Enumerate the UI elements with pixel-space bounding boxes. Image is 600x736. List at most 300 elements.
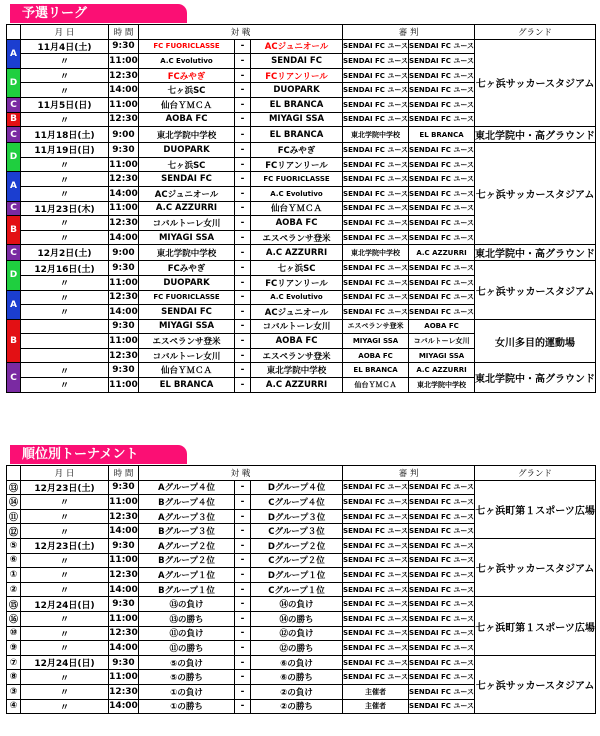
match-number: ⑨ — [7, 641, 21, 656]
referee-2: MIYAGI SSA — [409, 348, 475, 363]
ground-name: 七ヶ浜サッカースタジアム — [475, 261, 596, 319]
match-time: 9:30 — [109, 655, 139, 670]
away-team: ②の勝ち — [251, 699, 343, 714]
match-row — [7, 319, 596, 334]
match-date: 〃 — [21, 157, 109, 172]
home-team: 七ヶ浜SC — [139, 157, 235, 172]
match-number: ⑪ — [7, 509, 21, 524]
match-date: 〃 — [21, 699, 109, 714]
referee-1: SENDAI FC ユース — [343, 582, 409, 597]
away-team: FCみやぎ — [251, 143, 343, 158]
referee-2: SENDAI FC ユース — [409, 568, 475, 583]
match-time: 11:00 — [109, 553, 139, 568]
header-date: 月 日 — [21, 466, 109, 481]
referee-1: SENDAI FC ユース — [343, 216, 409, 231]
match-date: 〃 — [21, 54, 109, 69]
match-time: 9:30 — [109, 597, 139, 612]
vs-dash: - — [235, 305, 251, 320]
referee-2: SENDAI FC ユース — [409, 670, 475, 685]
home-team: Aグループ１位 — [139, 568, 235, 583]
vs-dash: - — [235, 245, 251, 261]
referee-1: SENDAI FC ユース — [343, 54, 409, 69]
away-team: Cグループ３位 — [251, 524, 343, 539]
referee-1: SENDAI FC ユース — [343, 641, 409, 656]
home-team: 七ヶ浜SC — [139, 83, 235, 98]
match-date: 11月18日(土) — [21, 127, 109, 143]
referee-1: MIYAGI SSA — [343, 334, 409, 349]
home-team: ⑪の勝ち — [139, 641, 235, 656]
referee-2: SENDAI FC ユース — [409, 626, 475, 641]
vs-dash: - — [235, 68, 251, 83]
away-team: コバルトーレ女川 — [251, 319, 343, 334]
match-time: 9:00 — [109, 245, 139, 261]
referee-2: EL BRANCA — [409, 127, 475, 143]
header-time: 時 間 — [109, 25, 139, 40]
group-label: C — [7, 97, 21, 112]
referee-2: SENDAI FC ユース — [409, 83, 475, 98]
referee-1: SENDAI FC ユース — [343, 538, 409, 553]
match-time: 14:00 — [109, 641, 139, 656]
home-team: DUOPARK — [139, 143, 235, 158]
home-team: ⑬の勝ち — [139, 611, 235, 626]
vs-dash: - — [235, 348, 251, 363]
referee-2: A.C AZZURRI — [409, 245, 475, 261]
referee-1: SENDAI FC ユース — [343, 97, 409, 112]
home-team: MIYAGI SSA — [139, 230, 235, 245]
group-label: B — [7, 216, 21, 245]
match-date: 〃 — [21, 186, 109, 201]
vs-dash: - — [235, 127, 251, 143]
home-team: エスペランサ登米 — [139, 334, 235, 349]
away-team: Dグループ２位 — [251, 538, 343, 553]
vs-dash: - — [235, 216, 251, 231]
home-team: ⑪の負け — [139, 626, 235, 641]
away-team: Cグループ２位 — [251, 553, 343, 568]
referee-2: コバルトーレ女川 — [409, 334, 475, 349]
vs-dash: - — [235, 538, 251, 553]
home-team: Aグループ４位 — [139, 480, 235, 495]
match-time: 11:00 — [109, 157, 139, 172]
match-date: 〃 — [21, 524, 109, 539]
match-date: 〃 — [21, 495, 109, 510]
referee-2: SENDAI FC ユース — [409, 68, 475, 83]
vs-dash: - — [235, 290, 251, 305]
referee-1: SENDAI FC ユース — [343, 290, 409, 305]
vs-dash: - — [235, 684, 251, 699]
header-ground: グランド — [475, 25, 596, 40]
match-date: 〃 — [21, 378, 109, 393]
vs-dash: - — [235, 597, 251, 612]
vs-dash: - — [235, 201, 251, 216]
match-time: 12:30 — [109, 216, 139, 231]
group-label: A — [7, 172, 21, 201]
home-team: FCみやぎ — [139, 261, 235, 276]
away-team: Dグループ４位 — [251, 480, 343, 495]
ground-name: 七ヶ浜町第１スポーツ広場 — [475, 480, 596, 538]
match-time: 11:00 — [109, 275, 139, 290]
match-date: 〃 — [21, 553, 109, 568]
header-time: 時 間 — [109, 466, 139, 481]
match-date: 〃 — [21, 275, 109, 290]
vs-dash: - — [235, 378, 251, 393]
referee-2: SENDAI FC ユース — [409, 699, 475, 714]
ground-name: 東北学院中・高グラウンド — [475, 245, 596, 261]
home-team: FC FUORICLASSE — [139, 290, 235, 305]
match-date: 12月23日(土) — [21, 538, 109, 553]
group-label: A — [7, 290, 21, 319]
referee-1: SENDAI FC ユース — [343, 670, 409, 685]
home-team: Bグループ１位 — [139, 582, 235, 597]
away-team: ⑫の負け — [251, 626, 343, 641]
away-team: EL BRANCA — [251, 127, 343, 143]
referee-2: 東北学院中学校 — [409, 378, 475, 393]
match-date — [21, 348, 109, 363]
match-date: 〃 — [21, 611, 109, 626]
referee-2: SENDAI FC ユース — [409, 97, 475, 112]
match-date: 〃 — [21, 83, 109, 98]
referee-1: 東北学院中学校 — [343, 245, 409, 261]
referee-1: 仙台ＹＭＣＡ — [343, 378, 409, 393]
referee-1: SENDAI FC ユース — [343, 655, 409, 670]
match-date: 〃 — [21, 641, 109, 656]
vs-dash: - — [235, 655, 251, 670]
referee-2: SENDAI FC ユース — [409, 201, 475, 216]
referee-1: 主催者 — [343, 684, 409, 699]
referee-2: SENDAI FC ユース — [409, 275, 475, 290]
referee-2: SENDAI FC ユース — [409, 290, 475, 305]
match-time: 11:00 — [109, 611, 139, 626]
match-date: 〃 — [21, 172, 109, 187]
match-date: 〃 — [21, 230, 109, 245]
ground-name: 七ヶ浜町第１スポーツ広場 — [475, 597, 596, 655]
referee-1: SENDAI FC ユース — [343, 611, 409, 626]
referee-1: 主催者 — [343, 699, 409, 714]
tournament-title: 順位別トーナメント — [10, 445, 187, 464]
match-date: 〃 — [21, 684, 109, 699]
match-time: 12:30 — [109, 348, 139, 363]
home-team: ①の勝ち — [139, 699, 235, 714]
referee-2: SENDAI FC ユース — [409, 216, 475, 231]
vs-dash: - — [235, 97, 251, 112]
away-team: Cグループ４位 — [251, 495, 343, 510]
match-date: 〃 — [21, 509, 109, 524]
group-label: C — [7, 363, 21, 392]
referee-1: SENDAI FC ユース — [343, 201, 409, 216]
home-team: ①の負け — [139, 684, 235, 699]
referee-1: SENDAI FC ユース — [343, 305, 409, 320]
away-team: ⑫の勝ち — [251, 641, 343, 656]
match-date: 12月24日(日) — [21, 655, 109, 670]
match-time: 9:30 — [109, 39, 139, 54]
away-team: ⑥の勝ち — [251, 670, 343, 685]
group-label: A — [7, 39, 21, 68]
match-date: 〃 — [21, 582, 109, 597]
group-label: D — [7, 261, 21, 290]
referee-2: SENDAI FC ユース — [409, 495, 475, 510]
home-team: Bグループ２位 — [139, 553, 235, 568]
match-date: 12月23日(土) — [21, 480, 109, 495]
match-time: 12:30 — [109, 568, 139, 583]
home-team: SENDAI FC — [139, 172, 235, 187]
referee-1: EL BRANCA — [343, 363, 409, 378]
group-label: B — [7, 112, 21, 127]
vs-dash: - — [235, 568, 251, 583]
match-time: 12:30 — [109, 684, 139, 699]
match-time: 9:30 — [109, 538, 139, 553]
match-time: 12:30 — [109, 172, 139, 187]
vs-dash: - — [235, 626, 251, 641]
match-number: ③ — [7, 684, 21, 699]
match-date: 〃 — [21, 626, 109, 641]
match-date: 〃 — [21, 363, 109, 378]
referee-1: SENDAI FC ユース — [343, 597, 409, 612]
vs-dash: - — [235, 641, 251, 656]
referee-1: AOBA FC — [343, 348, 409, 363]
group-label: D — [7, 143, 21, 172]
match-date: 11月19日(日) — [21, 143, 109, 158]
match-time: 11:00 — [109, 495, 139, 510]
vs-dash: - — [235, 230, 251, 245]
referee-2: AOBA FC — [409, 319, 475, 334]
home-team: SENDAI FC — [139, 305, 235, 320]
away-team: MIYAGI SSA — [251, 112, 343, 127]
away-team: ⑥の負け — [251, 655, 343, 670]
match-time: 9:30 — [109, 319, 139, 334]
match-date: 〃 — [21, 68, 109, 83]
match-date: 〃 — [21, 112, 109, 127]
referee-2: SENDAI FC ユース — [409, 261, 475, 276]
home-team: A.C AZZURRI — [139, 201, 235, 216]
match-time: 12:30 — [109, 509, 139, 524]
away-team: Dグループ３位 — [251, 509, 343, 524]
referee-1: SENDAI FC ユース — [343, 172, 409, 187]
vs-dash: - — [235, 54, 251, 69]
away-team: A.C AZZURRI — [251, 378, 343, 393]
referee-1: SENDAI FC ユース — [343, 83, 409, 98]
group-label: C — [7, 127, 21, 143]
league-title: 予選リーグ — [10, 4, 187, 23]
vs-dash: - — [235, 186, 251, 201]
home-team: 仙台ＹＭＣＡ — [139, 97, 235, 112]
match-row — [7, 655, 596, 670]
referee-1: SENDAI FC ユース — [343, 68, 409, 83]
vs-dash: - — [235, 275, 251, 290]
referee-1: SENDAI FC ユース — [343, 157, 409, 172]
home-team: FC FUORICLASSE — [139, 39, 235, 54]
ground-name: 東北学院中・高グラウンド — [475, 127, 596, 143]
match-date: 〃 — [21, 568, 109, 583]
group-label: C — [7, 245, 21, 261]
vs-dash: - — [235, 553, 251, 568]
away-team: ⑭の負け — [251, 597, 343, 612]
match-time: 11:00 — [109, 334, 139, 349]
match-time: 14:00 — [109, 582, 139, 597]
away-team: Dグループ１位 — [251, 568, 343, 583]
group-label: B — [7, 319, 21, 363]
home-team: 仙台ＹＭＣＡ — [139, 363, 235, 378]
referee-2: SENDAI FC ユース — [409, 172, 475, 187]
vs-dash: - — [235, 509, 251, 524]
home-team: FCみやぎ — [139, 68, 235, 83]
away-team: SENDAI FC — [251, 54, 343, 69]
match-row — [7, 245, 596, 261]
away-team: A.C AZZURRI — [251, 245, 343, 261]
vs-dash: - — [235, 319, 251, 334]
vs-dash: - — [235, 363, 251, 378]
referee-2: SENDAI FC ユース — [409, 186, 475, 201]
referee-1: SENDAI FC ユース — [343, 495, 409, 510]
home-team: ⑤の勝ち — [139, 670, 235, 685]
referee-1: SENDAI FC ユース — [343, 143, 409, 158]
match-time: 11:00 — [109, 97, 139, 112]
home-team: ⑤の負け — [139, 655, 235, 670]
referee-2: A.C AZZURRI — [409, 363, 475, 378]
ground-name: 七ヶ浜サッカースタジアム — [475, 655, 596, 713]
match-time: 14:00 — [109, 83, 139, 98]
match-date: 11月23日(木) — [21, 201, 109, 216]
match-date: 12月2日(土) — [21, 245, 109, 261]
away-team: A.C Evolutivo — [251, 186, 343, 201]
referee-2: SENDAI FC ユース — [409, 112, 475, 127]
referee-2: SENDAI FC ユース — [409, 553, 475, 568]
match-number: ⑭ — [7, 495, 21, 510]
away-team: FCリアンリール — [251, 275, 343, 290]
match-date — [21, 319, 109, 334]
referee-2: SENDAI FC ユース — [409, 143, 475, 158]
vs-dash: - — [235, 699, 251, 714]
match-row — [7, 363, 596, 378]
header-match: 対 戦 — [139, 25, 343, 40]
group-label: D — [7, 68, 21, 97]
header-ground: グランド — [475, 466, 596, 481]
ground-name: 七ヶ浜サッカースタジアム — [475, 538, 596, 596]
vs-dash: - — [235, 172, 251, 187]
vs-dash: - — [235, 261, 251, 276]
home-team: A.C Evolutivo — [139, 54, 235, 69]
home-team: ⑬の負け — [139, 597, 235, 612]
match-row — [7, 261, 596, 276]
match-row — [7, 127, 596, 143]
home-team: Aグループ３位 — [139, 509, 235, 524]
referee-1: SENDAI FC ユース — [343, 230, 409, 245]
match-row — [7, 480, 596, 495]
ground-name: 東北学院中・高グラウンド — [475, 363, 596, 392]
home-team: AOBA FC — [139, 112, 235, 127]
match-date: 12月24日(日) — [21, 597, 109, 612]
away-team: FCリアンリール — [251, 157, 343, 172]
header-ref: 審 判 — [343, 25, 475, 40]
home-team: Bグループ３位 — [139, 524, 235, 539]
match-number: ⑥ — [7, 553, 21, 568]
match-time: 12:30 — [109, 626, 139, 641]
referee-1: SENDAI FC ユース — [343, 568, 409, 583]
away-team: エスペランサ登米 — [251, 348, 343, 363]
referee-2: SENDAI FC ユース — [409, 54, 475, 69]
home-team: MIYAGI SSA — [139, 319, 235, 334]
match-time: 11:00 — [109, 670, 139, 685]
vs-dash: - — [235, 157, 251, 172]
match-time: 14:00 — [109, 230, 139, 245]
match-number: ⑤ — [7, 538, 21, 553]
header-date: 月 日 — [21, 25, 109, 40]
header-ref: 審 判 — [343, 466, 475, 481]
group-label: C — [7, 201, 21, 216]
header-match: 対 戦 — [139, 466, 343, 481]
league-header-row — [7, 25, 596, 40]
match-number: ⑮ — [7, 597, 21, 612]
home-team: EL BRANCA — [139, 378, 235, 393]
match-time: 9:30 — [109, 363, 139, 378]
vs-dash: - — [235, 495, 251, 510]
vs-dash: - — [235, 143, 251, 158]
match-number: ⑯ — [7, 611, 21, 626]
match-date: 〃 — [21, 305, 109, 320]
away-team: エスペランサ登米 — [251, 230, 343, 245]
referee-1: SENDAI FC ユース — [343, 524, 409, 539]
vs-dash: - — [235, 83, 251, 98]
referee-2: SENDAI FC ユース — [409, 582, 475, 597]
vs-dash: - — [235, 670, 251, 685]
match-time: 9:00 — [109, 127, 139, 143]
match-row — [7, 597, 596, 612]
ground-name: 女川多目的運動場 — [475, 319, 596, 363]
match-row — [7, 538, 596, 553]
away-team: DUOPARK — [251, 83, 343, 98]
away-team: ②の負け — [251, 684, 343, 699]
away-team: FC FUORICLASSE — [251, 172, 343, 187]
referee-1: SENDAI FC ユース — [343, 626, 409, 641]
home-team: Aグループ２位 — [139, 538, 235, 553]
home-team: DUOPARK — [139, 275, 235, 290]
home-team: ACジュニオール — [139, 186, 235, 201]
away-team: ⑭の勝ち — [251, 611, 343, 626]
match-time: 12:30 — [109, 290, 139, 305]
match-time: 14:00 — [109, 305, 139, 320]
referee-2: SENDAI FC ユース — [409, 230, 475, 245]
away-team: ACジュニオール — [251, 39, 343, 54]
match-number: ⑬ — [7, 480, 21, 495]
home-team: コバルトーレ女川 — [139, 348, 235, 363]
referee-2: SENDAI FC ユース — [409, 509, 475, 524]
vs-dash: - — [235, 524, 251, 539]
match-time: 9:30 — [109, 261, 139, 276]
match-row — [7, 143, 596, 158]
away-team: AOBA FC — [251, 216, 343, 231]
home-team: 東北学院中学校 — [139, 245, 235, 261]
away-team: A.C Evolutivo — [251, 290, 343, 305]
match-date — [21, 334, 109, 349]
match-number: ⑧ — [7, 670, 21, 685]
vs-dash: - — [235, 334, 251, 349]
match-row — [7, 39, 596, 54]
referee-2: SENDAI FC ユース — [409, 597, 475, 612]
match-number: ④ — [7, 699, 21, 714]
referee-1: SENDAI FC ユース — [343, 261, 409, 276]
referee-2: SENDAI FC ユース — [409, 39, 475, 54]
away-team: ACジュニオール — [251, 305, 343, 320]
match-date: 〃 — [21, 670, 109, 685]
referee-2: SENDAI FC ユース — [409, 684, 475, 699]
away-team: AOBA FC — [251, 334, 343, 349]
vs-dash: - — [235, 480, 251, 495]
referee-1: SENDAI FC ユース — [343, 275, 409, 290]
match-time: 9:30 — [109, 480, 139, 495]
home-team: Bグループ４位 — [139, 495, 235, 510]
match-time: 9:30 — [109, 143, 139, 158]
match-time: 12:30 — [109, 68, 139, 83]
tournament-schedule-table — [6, 465, 596, 714]
match-number: ⑩ — [7, 626, 21, 641]
